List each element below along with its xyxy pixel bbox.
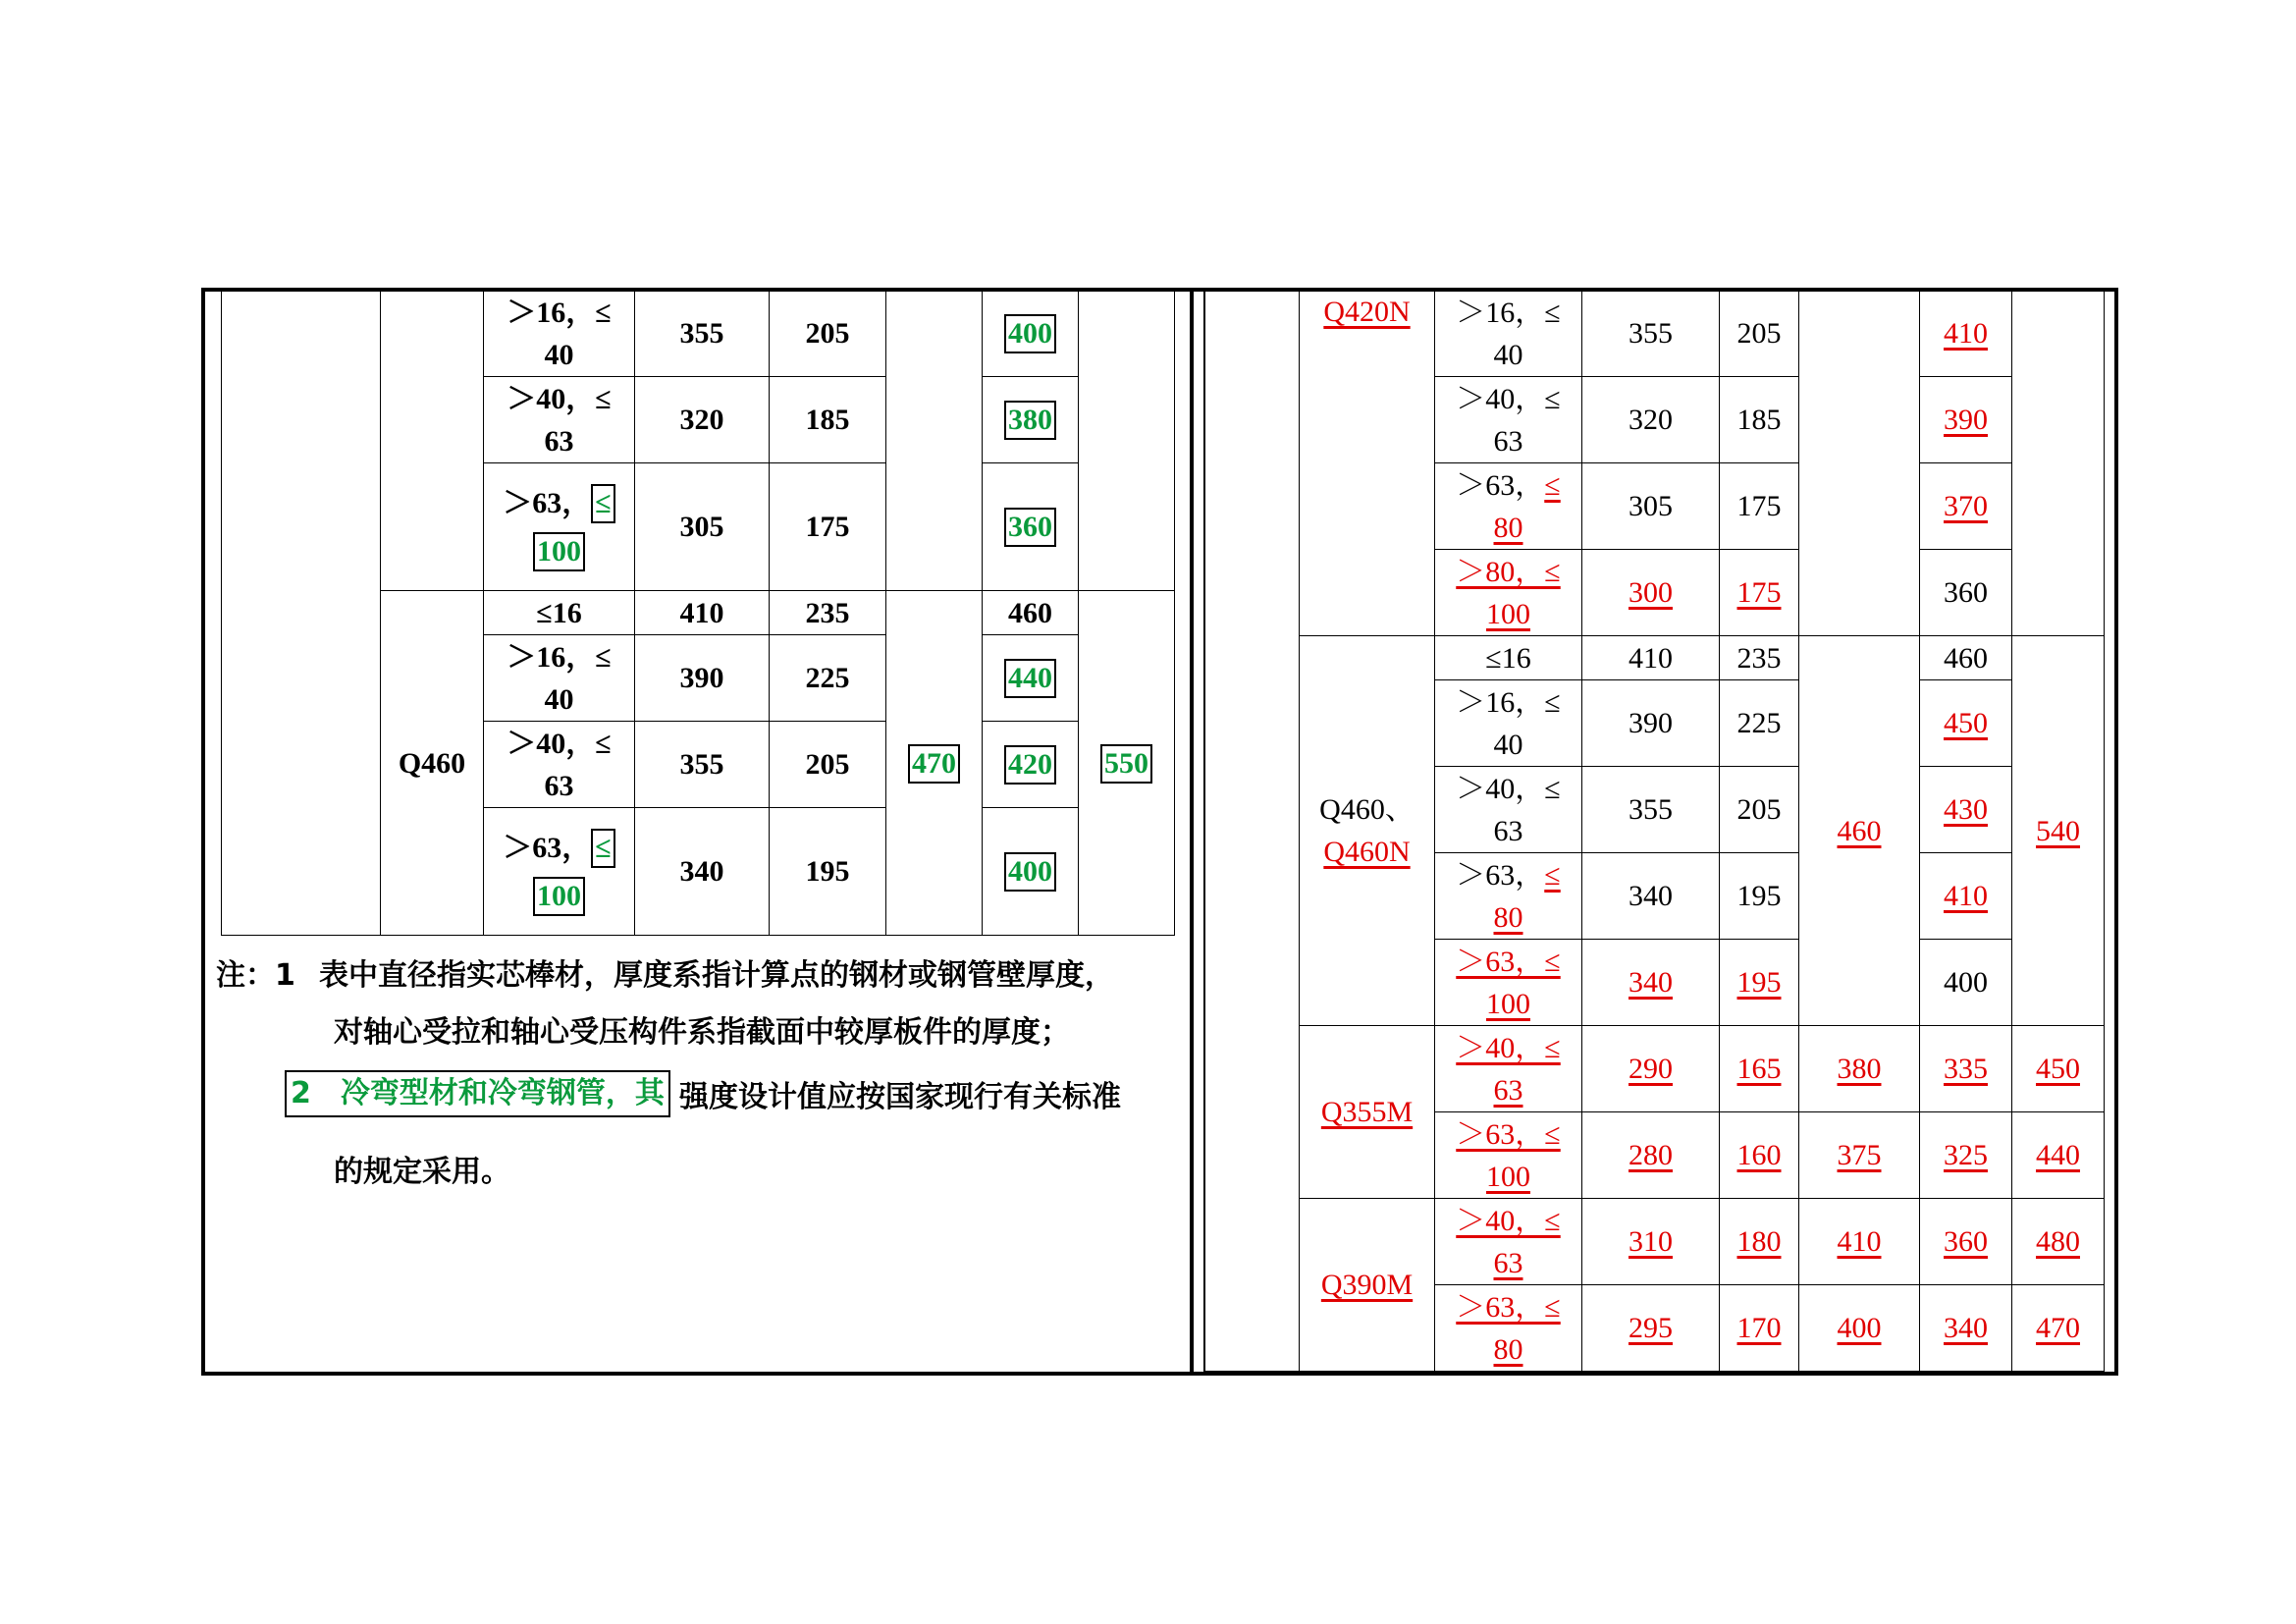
thickness-range-cell: ＞63，≤ 80 xyxy=(1435,1285,1582,1372)
value-cell: 235 xyxy=(1720,636,1799,680)
value-cell: 175 xyxy=(1720,463,1799,550)
note-1-label: 注：1 xyxy=(216,958,295,993)
fu2-cell: 540 xyxy=(2012,636,2105,1026)
value-cell: 280 xyxy=(1582,1112,1720,1199)
thickness-range-cell: ＞40，≤ 63 xyxy=(484,377,635,463)
value-cell: 180 xyxy=(1720,1199,1799,1285)
thickness-range-cell: ＞63，≤ 80 xyxy=(1435,463,1582,550)
value-cell: 170 xyxy=(1720,1285,1799,1372)
fce-cell: 470 xyxy=(886,591,983,936)
value-cell: 305 xyxy=(635,463,770,591)
fu-cell: 430 xyxy=(1920,767,2012,853)
value-cell: 185 xyxy=(770,377,886,463)
fu2-cell: 480 xyxy=(2012,1199,2105,1285)
fu2-cell: 470 xyxy=(2012,1285,2105,1372)
thickness-range-cell: ＞40，≤ 63 xyxy=(1435,1199,1582,1285)
value-cell: 320 xyxy=(635,377,770,463)
fu2-cell: 550 xyxy=(1079,591,1175,936)
value-cell: 300 xyxy=(1582,550,1720,636)
fu-cell: 380 xyxy=(983,377,1079,463)
fu-cell: 420 xyxy=(983,722,1079,808)
value-cell: 305 xyxy=(1582,463,1720,550)
grade-cell: Q460 xyxy=(381,591,484,936)
grade-cell: Q390M xyxy=(1300,1199,1435,1372)
fu2-cell xyxy=(1079,291,1175,591)
value-cell: 340 xyxy=(1582,940,1720,1026)
fu-cell: 410 xyxy=(1920,853,2012,940)
fu-cell: 360 xyxy=(983,463,1079,591)
column-divider xyxy=(1190,288,1204,1376)
table-row xyxy=(1205,1026,2105,1112)
value-cell: 355 xyxy=(1582,767,1720,853)
fu-cell: 360 xyxy=(1920,1199,2012,1285)
fu2-cell: 450 xyxy=(2012,1026,2105,1112)
grade-group-cell xyxy=(222,291,381,936)
value-cell: 225 xyxy=(1720,680,1799,767)
value-cell: 290 xyxy=(1582,1026,1720,1112)
thickness-range-cell: ≤16 xyxy=(484,591,635,635)
note-2-continuation: 的规定采用。 xyxy=(334,1155,510,1189)
fce-cell: 380 xyxy=(1799,1026,1920,1112)
fu-cell: 440 xyxy=(983,635,1079,722)
value-cell: 195 xyxy=(1720,940,1799,1026)
grade-group-cell xyxy=(1205,291,1300,1372)
table-row xyxy=(1205,636,2105,680)
value-cell: 340 xyxy=(635,808,770,936)
fu2-cell: 440 xyxy=(2012,1112,2105,1199)
thickness-range-cell: ＞16，≤ 40 xyxy=(1435,291,1582,377)
thickness-range-cell: ≤16 xyxy=(1435,636,1582,680)
value-cell: 175 xyxy=(770,463,886,591)
value-cell: 390 xyxy=(1582,680,1720,767)
fce-cell: 460 xyxy=(1799,636,1920,1026)
value-cell: 195 xyxy=(1720,853,1799,940)
table-row xyxy=(222,291,1175,377)
value-cell: 320 xyxy=(1582,377,1720,463)
value-cell: 410 xyxy=(1582,636,1720,680)
fu-cell: 410 xyxy=(1920,291,2012,377)
thickness-range-cell: ＞63，≤ 80 xyxy=(1435,853,1582,940)
fu-cell: 370 xyxy=(1920,463,2012,550)
grade-cell: Q355M xyxy=(1300,1026,1435,1199)
value-cell: 195 xyxy=(770,808,886,936)
fce-cell: 410 xyxy=(1799,1199,1920,1285)
value-cell: 390 xyxy=(635,635,770,722)
fu-cell: 335 xyxy=(1920,1026,2012,1112)
value-cell: 205 xyxy=(1720,291,1799,377)
grade-cell: Q460、 Q460N xyxy=(1300,636,1435,1026)
note-2-text: 强度设计值应按国家现行有关标准 xyxy=(679,1080,1121,1114)
fce-cell xyxy=(886,291,983,591)
value-cell: 295 xyxy=(1582,1285,1720,1372)
value-cell: 355 xyxy=(635,291,770,377)
table-row xyxy=(1205,291,2105,377)
fu-cell: 460 xyxy=(1920,636,2012,680)
fce-cell: 400 xyxy=(1799,1285,1920,1372)
thickness-range-cell: ＞63，≤ 100 xyxy=(1435,1112,1582,1199)
fu-cell: 390 xyxy=(1920,377,2012,463)
value-cell: 205 xyxy=(770,291,886,377)
fu-cell: 400 xyxy=(983,808,1079,936)
right-strength-table xyxy=(1204,290,2105,1372)
value-cell: 310 xyxy=(1582,1199,1720,1285)
fu-cell: 450 xyxy=(1920,680,2012,767)
thickness-range-cell: ＞16，≤ 40 xyxy=(484,635,635,722)
grade-cell: Q420N xyxy=(1300,291,1435,636)
value-cell: 185 xyxy=(1720,377,1799,463)
thickness-range-cell: ＞40，≤ 63 xyxy=(484,722,635,808)
value-cell: 235 xyxy=(770,591,886,635)
value-cell: 205 xyxy=(1720,767,1799,853)
thickness-range-cell: ＞40，≤ 63 xyxy=(1435,1026,1582,1112)
thickness-range-cell: ＞63，≤ 100 xyxy=(1435,940,1582,1026)
fu-cell: 325 xyxy=(1920,1112,2012,1199)
value-cell: 165 xyxy=(1720,1026,1799,1112)
grade-cell xyxy=(381,291,484,591)
value-cell: 340 xyxy=(1582,853,1720,940)
value-cell: 160 xyxy=(1720,1112,1799,1199)
value-cell: 175 xyxy=(1720,550,1799,636)
thickness-range-cell: ＞16，≤ 40 xyxy=(1435,680,1582,767)
thickness-range-cell: ＞80，≤ 100 xyxy=(1435,550,1582,636)
thickness-range-cell: ＞40，≤ 63 xyxy=(1435,767,1582,853)
thickness-range-cell: ＞63， ≤ 100 xyxy=(484,463,635,591)
fu-cell: 460 xyxy=(983,591,1079,635)
fu-cell: 400 xyxy=(983,291,1079,377)
value-cell: 225 xyxy=(770,635,886,722)
note-1-continuation: 对轴心受拉和轴心受压构件系指截面中较厚板件的厚度； xyxy=(334,1015,1070,1050)
value-cell: 355 xyxy=(635,722,770,808)
table-row xyxy=(1205,1199,2105,1285)
note-2-highlight: 2 冷弯型材和冷弯钢管，其 xyxy=(285,1070,670,1117)
fu2-cell xyxy=(2012,291,2105,636)
left-strength-table xyxy=(221,290,1175,936)
value-cell: 355 xyxy=(1582,291,1720,377)
note-1-text: 表中直径指实芯棒材，厚度系指计算点的钢材或钢管壁厚度， xyxy=(319,958,1114,993)
thickness-range-cell: ＞63， ≤ 100 xyxy=(484,808,635,936)
fu-cell: 360 xyxy=(1920,550,2012,636)
thickness-range-cell: ＞16，≤ 40 xyxy=(484,291,635,377)
fu-cell: 400 xyxy=(1920,940,2012,1026)
thickness-range-cell: ＞40，≤ 63 xyxy=(1435,377,1582,463)
value-cell: 410 xyxy=(635,591,770,635)
value-cell: 205 xyxy=(770,722,886,808)
fce-cell xyxy=(1799,291,1920,636)
fu-cell: 340 xyxy=(1920,1285,2012,1372)
fce-cell: 375 xyxy=(1799,1112,1920,1199)
